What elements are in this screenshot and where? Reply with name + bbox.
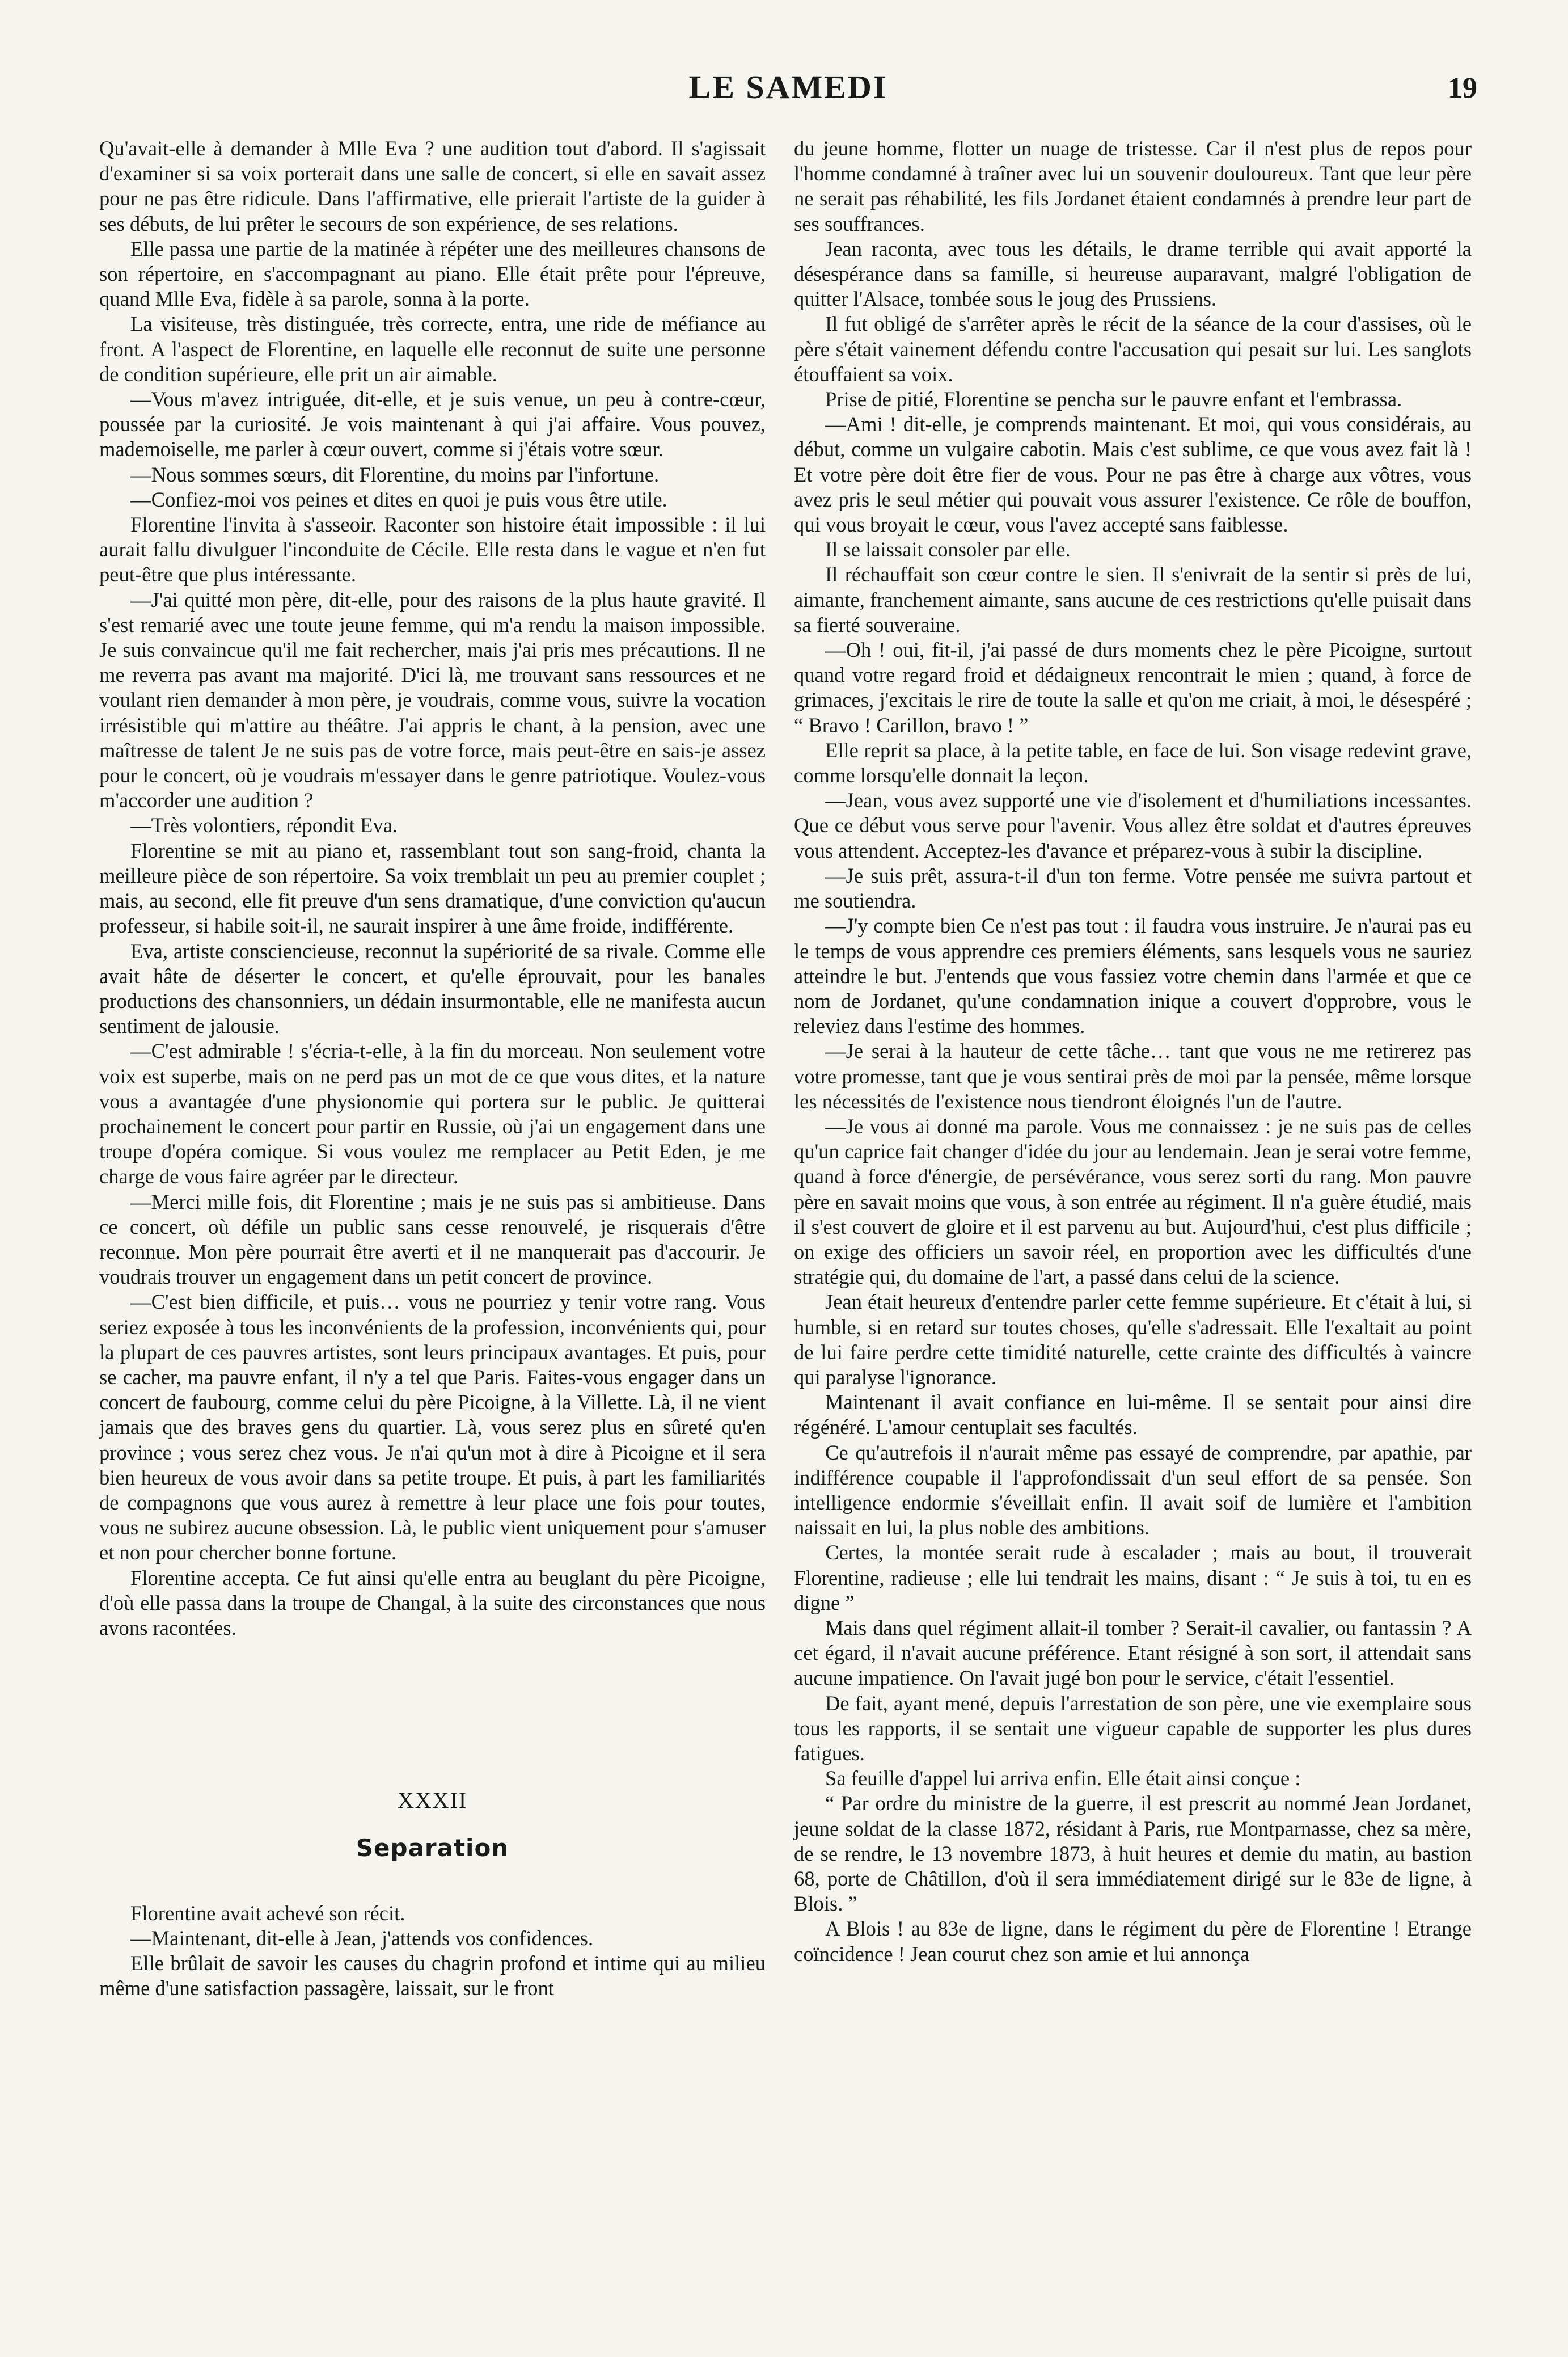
paragraph: —Jean, vous avez supporté une vie d'isolement et d'humiliations incessantes. Que ce début vous serve pour l'avenir. Vous allez être soldat et d'autres épreuves vous attendent. Acceptez-les d'avance et préparez-vous à subir la discipline. (794, 789, 1472, 862)
paragraph: A Blois ! au 83e de ligne, dans le régiment du père de Florentine ! Etrange coïncidence ! Jean courut chez son amie et lui annonça (794, 1917, 1472, 1966)
paragraph: Elle reprit sa place, à la petite table, en face de lui. Son visage redevint grave, comme lorsqu'elle donnait la leçon. (794, 738, 1472, 787)
right-column (794, 136, 1472, 1967)
page-number: 19 (1448, 72, 1477, 104)
paragraph: De fait, ayant mené, depuis l'arrestation de son père, une vie exemplaire sous tous les rapports, il se sentait une vigueur capable de supporter les plus dures fatigues. (794, 1691, 1472, 1765)
paragraph: —Je suis prêt, assura-t-il d'un ton ferme. Votre pensée me suivra partout et me soutiendra. (794, 863, 1472, 913)
paragraph: Mais dans quel régiment allait-il tomber ? Serait-il cavalier, ou fantassin ? A cet égard, il n'avait aucune préférence. Etant résigné à son sort, il attendait sans aucune impatience. On l'avait jugé bon pour le service, c'était l'essentiel. (794, 1616, 1472, 1690)
paragraph: Eva, artiste consciencieuse, reconnut la supériorité de sa rivale. Comme elle avait hâte de déserter le concert, et qu'elle éprouvait, pour les banales productions des chansonniers, un dédain insurmontable, elle ne manifesta aucun sentiment de jalousie. (99, 939, 766, 1038)
paragraph: —Nous sommes sœurs, dit Florentine, du moins par l'infortune. (130, 462, 660, 486)
paragraph: —J'y compte bien Ce n'est pas tout : il faudra vous instruire. Je n'aurai pas eu le temps de vous apprendre ces premiers éléments, sans lesquels vous ne sauriez atteindre le but. J'entends que vous fassiez votre chemin dans l'armée et que ce nom de Jordanet, qu'une condamnation inique a couvert d'opprobre, vous le releviez dans l'estime des hommes. (794, 914, 1472, 1038)
paragraph: Elle passa une partie de la matinée à répéter une des meilleures chansons de son répertoire, en s'accompagnant au piano. Elle était prête pour l'épreuve, quand Mlle Eva, fidèle à sa parole, sonna à la porte. (99, 237, 766, 311)
paragraph: —Vous m'avez intriguée, dit-elle, et je suis venue, un peu à contre-cœur, poussée par la curiosité. Je vois maintenant à qui j'ai affaire. Vous pouvez, mademoiselle, me parler à cœur ouvert, comme si j'étais votre sœur. (99, 387, 766, 461)
paragraph: Jean était heureux d'entendre parler cette femme supérieure. Et c'était à lui, si humble, si en retard sur toutes choses, qu'elle s'adressait. Elle l'exaltait au point de lui faire perdre cette timidité naturelle, cette crainte des difficultés à vaincre qui paralyse l'ignorance. (794, 1290, 1472, 1389)
paragraph: du jeune homme, flotter un nuage de tristesse. Car il n'est plus de repos pour l'homme condamné à traîner avec lui un souvenir douloureux. Tant que leur père ne serait pas réhabilité, les fils Jordanet étaient condamnés à prendre leur part de ses souffrances. (794, 137, 1472, 235)
paragraph: Sa feuille d'appel lui arriva enfin. Elle était ainsi conçue : (825, 1766, 1301, 1790)
paragraph: Elle brûlait de savoir les causes du chagrin profond et intime qui au milieu même d'une satisfaction passagère, laissait, sur le front (99, 1951, 766, 2000)
paragraph: —C'est bien difficile, et puis… vous ne pourriez y tenir votre rang. Vous seriez exposée à tous les inconvénients de la profession, inconvénients qui, pour la plupart de ces pauvres artistes, sont leurs principaux avantages. Et puis, pour se cacher, ma pauvre enfant, il n'y a tel que Paris. Faites-vous engager dans un concert de faubourg, comme celui du père Picoigne, à la Villette. Là, il ne vient jamais que des braves gens du quartier. Là, vous serez plus en sûreté qu'en province ; vous serez chez vous. Je n'ai qu'un mot à dire à Picoigne et il sera bien heureux de vous avoir dans sa petite troupe. Et puis, à part les familiarités de compagnons que vous aurez à remettre à leur place une fois pour toutes, vous ne subirez aucune obsession. Là, le public vient uniquement pour s'amuser et non pour chercher bonne fortune. (99, 1290, 766, 1565)
paragraph: Florentine avait achevé son récit. (130, 1901, 405, 1925)
paragraph: —Merci mille fois, dit Florentine ; mais je ne suis pas si ambitieuse. Dans ce concert, où défile un public sans cesse renouvelé, je risquerais d'être reconnue. Mon père pourrait être averti et il ne manquerait pas d'accourir. Je voudrais trouver un engagement dans un petit concert de province. (99, 1190, 766, 1289)
page-header (99, 68, 1477, 119)
paragraph: La visiteuse, très distinguée, très correcte, entra, une ride de méfiance au front. A l'aspect de Florentine, en laquelle elle reconnut de suite une personne de condition supérieure, elle prit un air aimable. (99, 312, 766, 386)
paragraph: —Très volontiers, répondit Eva. (130, 813, 398, 837)
paragraph: —Je vous ai donné ma parole. Vous me connaissez : je ne suis pas de celles qu'un caprice fait changer d'idée du jour au lendemain. Jean je serai votre femme, quand à force d'énergie, de persévérance, vous serez sorti du rang. Mon pauvre père en savait moins que vous, à son entrée au régiment. Il n'a guère étudié, mais il s'est couvert de gloire et il est parvenu au but. Aujourd'hui, c'est plus difficile ; on exige des officiers un savoir réel, en proportion avec les difficultés d'une stratégie qui, du domaine de l'art, a passé dans celui de la science. (794, 1114, 1472, 1289)
paragraph: Il fut obligé de s'arrêter après le récit de la séance de la cour d'assises, où le père s'était vainement défendu contre l'accusation qui pesait sur lui. Les sanglots étouffaient sa voix. (794, 312, 1472, 386)
paragraph: —C'est admirable ! s'écria-t-elle, à la fin du morceau. Non seulement votre voix est superbe, mais on ne perd pas un mot de ce que vous dites, et la nature vous a avantagée d'une physionomie qui portera sur le public. Je quitterai prochainement le concert pour partir en Russie, où j'ai un engagement dans une troupe d'opéra comique. Si vous voulez me remplacer au Petit Eden, je me charge de vous faire agréer par le directeur. (99, 1039, 766, 1188)
paragraph: Prise de pitié, Florentine se pencha sur le pauvre enfant et l'embrassa. (825, 387, 1402, 411)
paragraph: Ce qu'autrefois il n'aurait même pas essayé de comprendre, par apathie, par indifférence coupable il l'approfondissait d'un seul effort de sa pensée. Son intelligence endormie s'éveillait enfin. Il avait soif de lumière et l'ambition naissait en lui, la plus noble des ambitions. (794, 1440, 1472, 1540)
paragraph: Florentine l'invita à s'asseoir. Raconter son histoire était impossible : il lui aurait fallu divulguer l'inconduite de Cécile. Elle resta dans le vague et n'en fut peut-être que plus intéressante. (99, 513, 766, 587)
paragraph: Jean raconta, avec tous les détails, le drame terrible qui avait apporté la désespérance dans sa famille, si heureuse auparavant, malgré l'obligation de quitter l'Alsace, tombée sous le joug des Prussiens. (794, 237, 1472, 311)
paragraph: —Maintenant, dit-elle à Jean, j'attends vos confidences. (130, 1926, 594, 1950)
paragraph: Il se laissait consoler par elle. (825, 538, 1071, 562)
paragraph: Maintenant il avait confiance en lui-même. Il se sentait pour ainsi dire régénéré. L'amour centuplait ses facultés. (794, 1390, 1472, 1439)
chapter-title: Separation (356, 1834, 509, 1862)
paragraph: —Confiez-moi vos peines et dites en quoi je puis vous être utile. (130, 487, 667, 511)
paragraph: —J'ai quitté mon père, dit-elle, pour des raisons de la plus haute gravité. Il s'est remarié avec une toute jeune femme, qui m'a rendu la maison impossible. Je suis convaincue qu'il me fait rechercher, mais j'ai pris mes précautions. Il ne me reverra pas avant ma majorité. D'ici là, me trouvant sans ressources et ne voulant rien demander à mon père, je voudrais, comme vous, suivre la vocation irrésistible qui m'attire au théâtre. J'ai appris le chant, à la pension, avec une maîtresse de talent Je ne suis pas de votre force, mais peut-être en sais-je assez pour le concert, où je voudrais m'essayer dans le genre patriotique. Voulez-vous m'accorder une audition ? (99, 588, 766, 812)
paragraph: —Oh ! oui, fit-il, j'ai passé de durs moments chez le père Picoigne, surtout quand votre regard froid et dédaigneux rencontrait le mien ; quand, à force de grimaces, j'excitais le rire de toute la salle et qu'on me criait, à moi, le désespéré ; “ Bravo ! Carillon, bravo ! ” (794, 638, 1472, 737)
paragraph: Qu'avait-elle à demander à Mlle Eva ? une audition tout d'abord. Il s'agissait d'examiner si sa voix porterait dans une salle de concert, si elle en savait assez pour ne pas être ridicule. Dans l'affirmative, elle prierait l'artiste de la guider à ses débuts, de lui prêter le secours de son expérience, de ses relations. (99, 137, 766, 235)
paragraph: Certes, la montée serait rude à escalader ; mais au bout, il trouverait Florentine, radieuse ; elle lui tendrait les mains, disant : “ Je suis à toi, tu en es digne ” (794, 1541, 1472, 1614)
paragraph: Florentine se mit au piano et, rassemblant tout son sang-froid, chanta la meilleure pièce de son répertoire. Sa voix tremblait un peu au premier couplet ; mais, au second, elle fit preuve d'un sens dramatique, d'une conviction qu'aucun professeur, si habile soit-il, ne saurait inspirer à une âme froide, indifférente. (99, 838, 766, 938)
paragraph: Il réchauffait son cœur contre le sien. Il s'enivrait de la sentir si près de lui, aimante, franchement aimante, sans aucune de ces restrictions qu'elle puisait dans sa fierté souveraine. (794, 563, 1472, 636)
paragraph: Florentine accepta. Ce fut ainsi qu'elle entra au beuglant du père Picoigne, d'où elle passa dans la troupe de Changal, à la suite des circonstances que nous avons racontées. (99, 1566, 766, 1639)
paragraph: “ Par ordre du ministre de la guerre, il est prescrit au nommé Jean Jordanet, jeune soldat de la classe 1872, résidant à Paris, rue Montparnasse, chez sa mère, de se rendre, le 13 novembre 1873, à huit heures et demie du matin, au bastion 68, porte de Châtillon, d'où il sera immédiatement dirigé sur le 83e de ligne, à Blois. ” (794, 1791, 1472, 1916)
paragraph: —Ami ! dit-elle, je comprends maintenant. Et moi, qui vous considérais, au début, comme un vulgaire cabotin. Mais c'est sublime, ce que vous avez fait là ! Et votre père doit être fier de vous. Pour ne pas être à charge aux vôtres, vous avez pris le seul métier qui pouvait vous assurer l'existence. Ce rôle de bouffon, qui vous broyait le cœur, vous l'avez accepté sans faiblesse. (794, 412, 1472, 537)
chapter-number: XXXII (397, 1787, 468, 1814)
left-column (99, 136, 766, 2001)
journal-title: LE SAMEDI (688, 69, 888, 106)
paragraph: —Je serai à la hauteur de cette tâche… tant que vous ne me retirerez pas votre promesse, tant que je vous sentirai près de moi par la pensée, même lorsque les nécessités de l'existence nous tiendront éloignés l'un de l'autre. (794, 1039, 1472, 1113)
